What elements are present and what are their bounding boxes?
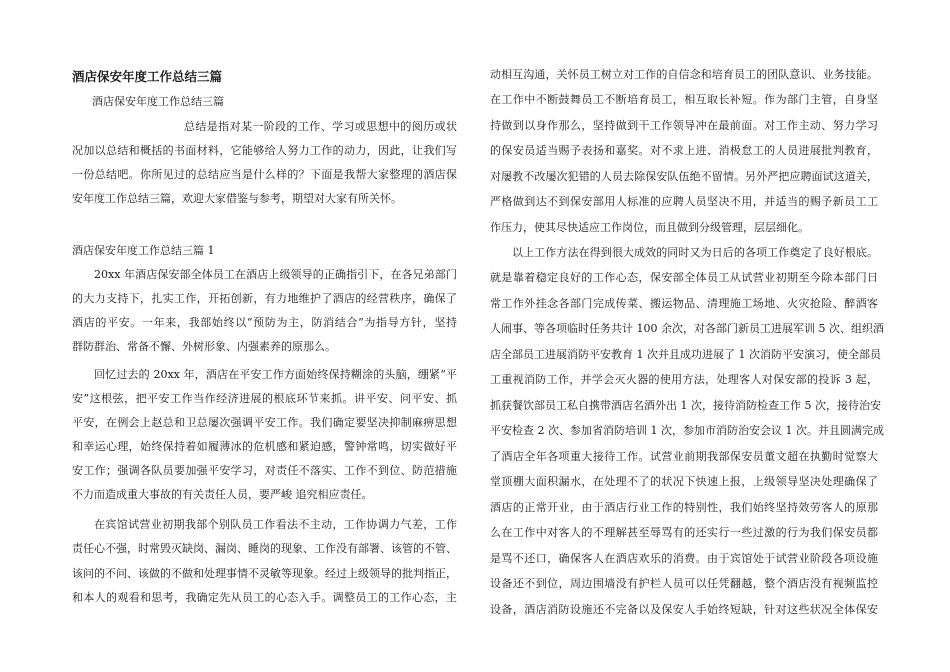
paragraph-line: 就是靠着稳定良好的工作心态，保安部全体员工从试营业初期至今除本部门日: [490, 271, 878, 284]
paragraph-line: 么在工作中对客人的不理解甚至辱骂有的还实行一些过激的行为我们保安员都: [490, 526, 878, 539]
paragraph-line: 20xx 年酒店保安部全体员工在酒店上级领导的正确指引下，在各兄弟部门: [94, 268, 457, 281]
paragraph-line: 群防群治、常备不懈、外树形象、内强素养的原那么。: [72, 340, 336, 353]
paragraph-line: 作压力，使其尽快适应工作岗位，而且做到分级管理，层层细化。: [490, 221, 809, 234]
paragraph-line: 的大力支持下，扎实工作，开拓创新，有力地维护了酒店的经营秩序，确保了: [72, 292, 457, 305]
paragraph-line: 和本人的观看和思考，我确定先从员工的心态入手。调整员工的工作心态，主: [72, 591, 457, 604]
subtitle: 酒店保安年度工作总结三篇: [92, 95, 224, 108]
paragraph-line: 店全部员工进展消防平安教育 1 次并且成功进展了 1 次消防平安演习，使全部员: [490, 348, 881, 361]
paragraph-line: 是骂不还口，确保客人在酒店欢乐的消费。由于宾馆处于试营业阶段各项设施: [490, 552, 878, 565]
paragraph-line: 的保安员适当赐予表扬和嘉奖。对不求上进、消极怠工的人员进展批判教育，: [490, 144, 878, 157]
paragraph-line: 该问的不问、该做的不做和处理事情不灵敏等现象。经过上级领导的批判指正，: [72, 567, 457, 580]
paragraph-line: 责任心不强，时常毁灭缺岗、漏岗、睡岗的现象、工作没有部署、该管的不管、: [72, 542, 457, 555]
paragraph-line: 设备还不到位，周边围墙没有护栏人员可以任凭翻越，整个酒店没有视频监控: [490, 577, 878, 590]
paragraph-line: 抓获餐饮部员工私自携带酒店名酒外出 1 次，接待消防检查工作 5 次，接待治安: [490, 399, 881, 412]
paragraph-line: 了酒店全年各项重大接待工作。试营业前期我部保安员董文超在执勤时觉察大: [490, 450, 878, 463]
paragraph-line: 酒店的正常开业，由于酒店行业工作的特别性，我们始终坚持效劳客人的原那: [490, 501, 878, 514]
paragraph-line: 工重视消防工作，并学会灭火器的使用方法，处理客人对保安部的投诉 3 起，: [490, 373, 878, 386]
paragraph-line: 酒店的平安。一年来，我部始终以“预防为主，防消结合”为指导方针，坚持: [72, 316, 457, 329]
paragraph-line: 平安，在例会上赵总和卫总屡次强调平安工作。我们确定要坚决抑制麻痹思想: [72, 416, 457, 429]
paragraph-line: 常工作外挂念各部门完成传菜、搬运物品、清理施工场地、火灾抢险、醉酒客: [490, 297, 878, 310]
paragraph-line: 持做到以身作那么，坚持做到干工作领导冲在最前面。对工作主动、努力学习: [490, 119, 878, 132]
section-heading: 酒店保安年度工作总结三篇 1: [72, 244, 215, 257]
paragraph-line: 在工作中不断鼓舞员工不断培育员工，相互取长补短。作为部门主管，自身坚: [490, 93, 878, 106]
intro-line: 况加以总结和概括的书面材料，它能够给人努力工作的动力，因此，让我们写: [72, 144, 457, 157]
paragraph-line: 平安检查 2 次、参加省消防培训 1 次，参加市消防治安会议 1 次。并且圆满完成: [490, 424, 884, 437]
paragraph-line: 以上工作方法在得到很大成效的同时又为日后的各项工作奠定了良好根底。: [512, 246, 878, 259]
intro-line: 安年度工作总结三篇，欢迎大家借鉴与参考，期望对大家有所关怀。: [72, 192, 402, 205]
paragraph-line: 堂顶棚大面积漏水，在处理不了的状况下快速上报，上级领导坚决处理确保了: [490, 475, 878, 488]
paragraph-line: 安工作；强调各队员要加强平安学习，对责任不落实、工作不到位、防范措施: [72, 464, 457, 477]
paragraph-line: 动相互沟通，关怀员工树立对工作的自信念和培育员工的团队意识、业务技能。: [490, 68, 878, 81]
intro-line: 总结是指对某一阶段的工作、学习或思想中的阅历或状: [184, 120, 457, 133]
paragraph-line: 人闹事、等各项临时任务共计 100 余次，对各部门新员工进展军训 5 次、组织酒: [490, 322, 884, 335]
paragraph-line: 对屡教不改屡次犯错的人员去除保安队伍绝不留情。另外严把应聘面试这道关，: [490, 170, 878, 183]
intro-line: 一份总结吧。你所见过的总结应当是什么样的？下面是我帮大家整理的酒店保: [72, 168, 457, 181]
document-title: 酒店保安年度工作总结三篇: [72, 69, 223, 84]
paragraph-line: 和幸运心理，始终保持着如履薄冰的危机感和紧迫感，警钟常鸣，切实做好平: [72, 440, 457, 453]
paragraph-line: 回忆过去的 20xx 年，酒店在平安工作方面始终保持糊涂的头脑，绷紧“平: [94, 368, 457, 381]
paragraph-line: 不力而造成重大事故的有关责任人员，要严峻 追究相应责任。: [72, 488, 373, 501]
paragraph-line: 严格做到达不到保安部用人标准的应聘人员坚决不用，并适当的赐予新员工工: [490, 195, 878, 208]
paragraph-line: 设备，酒店消防设施还不完备以及保安人手始终短缺，针对这些状况全体保安: [490, 603, 878, 616]
paragraph-line: 在宾馆试营业初期我部个别队员工作看法不主动，工作协调力气差，工作: [94, 518, 457, 531]
paragraph-line: 安”这根弦，把平安工作当作经济进展的根底环节来抓。讲平安、问平安、抓: [72, 392, 457, 405]
